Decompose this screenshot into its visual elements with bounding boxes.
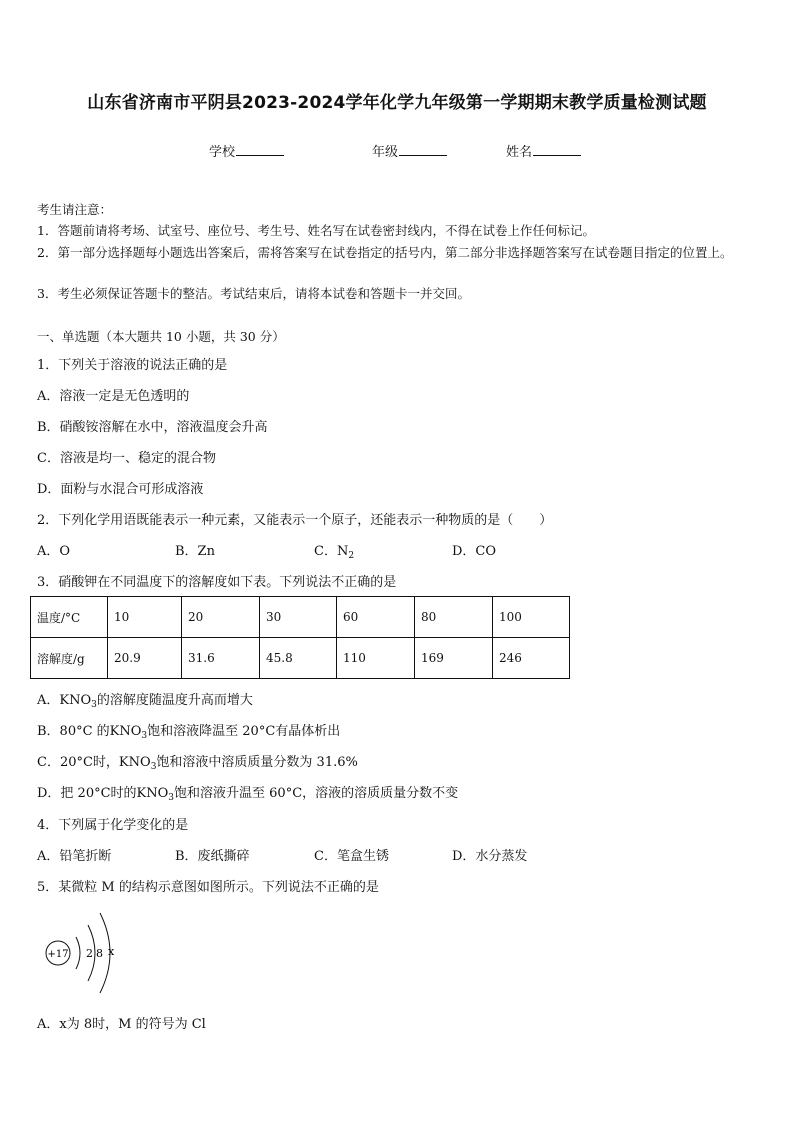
table-cell: 溶解度/g [31, 638, 108, 679]
q1-option-c: C．溶液是均一、稳定的混合物 [37, 451, 216, 466]
solubility-table [30, 596, 570, 679]
section-heading: 一、单选题（本大题共 10 小题，共 30 分） [37, 329, 285, 344]
q4-option-c: C．笔盒生锈 [314, 849, 389, 864]
name-label: 姓名 [506, 145, 533, 160]
shell-3-electrons: x [108, 945, 115, 958]
q1-option-a: A．溶液一定是无色透明的 [37, 389, 190, 404]
q1-option-b: B．硝酸铵溶解在水中，溶液温度会升高 [37, 420, 268, 435]
nucleus-charge: +17 [47, 949, 69, 960]
q3-stem: 3．硝酸钾在不同温度下的溶解度如下表。下列说法不正确的是 [37, 575, 397, 590]
table-cell: 20 [182, 597, 260, 638]
name-field [506, 141, 581, 160]
table-cell: 10 [108, 597, 182, 638]
table-cell: 45.8 [260, 638, 337, 679]
q4-option-b: B．废纸撕碎 [175, 849, 250, 864]
q2-option-d: D．CO [452, 544, 497, 559]
table-cell: 169 [415, 638, 493, 679]
q3-option-b: B．80°C 的$KNO_3$饱和溶液降温至 20°C有晶体析出 [37, 724, 341, 741]
q3-option-d: D．把 20°C时的$KNO_3$饱和溶液升温至 60°C，溶液的溶质质量分数不变 [37, 786, 459, 803]
table-cell: 30 [260, 597, 337, 638]
grade-label: 年级 [372, 145, 399, 160]
q2-option-c: C．$N_2$ [314, 544, 355, 561]
name-blank [533, 143, 581, 156]
table-cell: 31.6 [182, 638, 260, 679]
table-cell: 80 [415, 597, 493, 638]
school-label: 学校 [209, 145, 236, 160]
notice-item-3: 3．考生必须保证答题卡的整洁。考试结束后，请将本试卷和答题卡一并交回。 [37, 286, 470, 301]
q4-stem: 4．下列属于化学变化的是 [37, 818, 189, 833]
q4-option-a: A．铅笔折断 [37, 849, 112, 864]
school-blank [236, 143, 284, 156]
q2-stem: 2．下列化学用语既能表示一种元素，又能表示一个原子，还能表示一种物质的是（ ） [37, 513, 553, 528]
grade-field [372, 141, 447, 160]
notice-item-2: 2．第一部分选择题每小题选出答案后，需将答案写在试卷指定的括号内，第二部分非选择题答案写在试卷题目指定的位置上。 [37, 245, 733, 260]
q2-option-a: A．O [37, 544, 71, 559]
q5-option-a: A．x为 8时，M 的符号为 Cl [37, 1017, 206, 1032]
notice-item-1: 1．答题前请将考场、试室号、座位号、考生号、姓名写在试卷密封线内，不得在试卷上作任何标记。 [37, 223, 595, 238]
table-cell: 110 [337, 638, 415, 679]
electron-shell-1 [76, 937, 80, 969]
notice-heading: 考生请注意： [37, 202, 113, 217]
table-row [31, 638, 570, 679]
table-cell: 温度/°C [31, 597, 108, 638]
table-cell: 60 [337, 597, 415, 638]
shell-1-electrons: 2 [86, 947, 93, 960]
q3-option-c: C．20°C时，$KNO_3$饱和溶液中溶质质量分数为 31.6% [37, 755, 358, 772]
table-cell: 100 [493, 597, 570, 638]
table-row [31, 597, 570, 638]
school-field [209, 141, 284, 160]
q1-option-d: D．面粉与水混合可形成溶液 [37, 482, 204, 497]
q1-stem: 1．下列关于溶液的说法正确的是 [37, 358, 228, 373]
exam-title: 山东省济南市平阴县2023-2024学年化学九年级第一学期期末教学质量检测试题 [87, 93, 707, 113]
q4-option-d: D．水分蒸发 [452, 849, 528, 864]
q2-option-b: B．Zn [175, 544, 215, 559]
q3-option-a: A．$KNO_3$的溶解度随温度升高而增大 [37, 693, 253, 710]
table-cell: 246 [493, 638, 570, 679]
atom-structure-diagram [40, 903, 130, 1003]
grade-blank [399, 143, 447, 156]
q5-stem: 5．某微粒 M 的结构示意图如图所示。下列说法不正确的是 [37, 880, 379, 895]
table-cell: 20.9 [108, 638, 182, 679]
shell-2-electrons: 8 [96, 947, 103, 960]
